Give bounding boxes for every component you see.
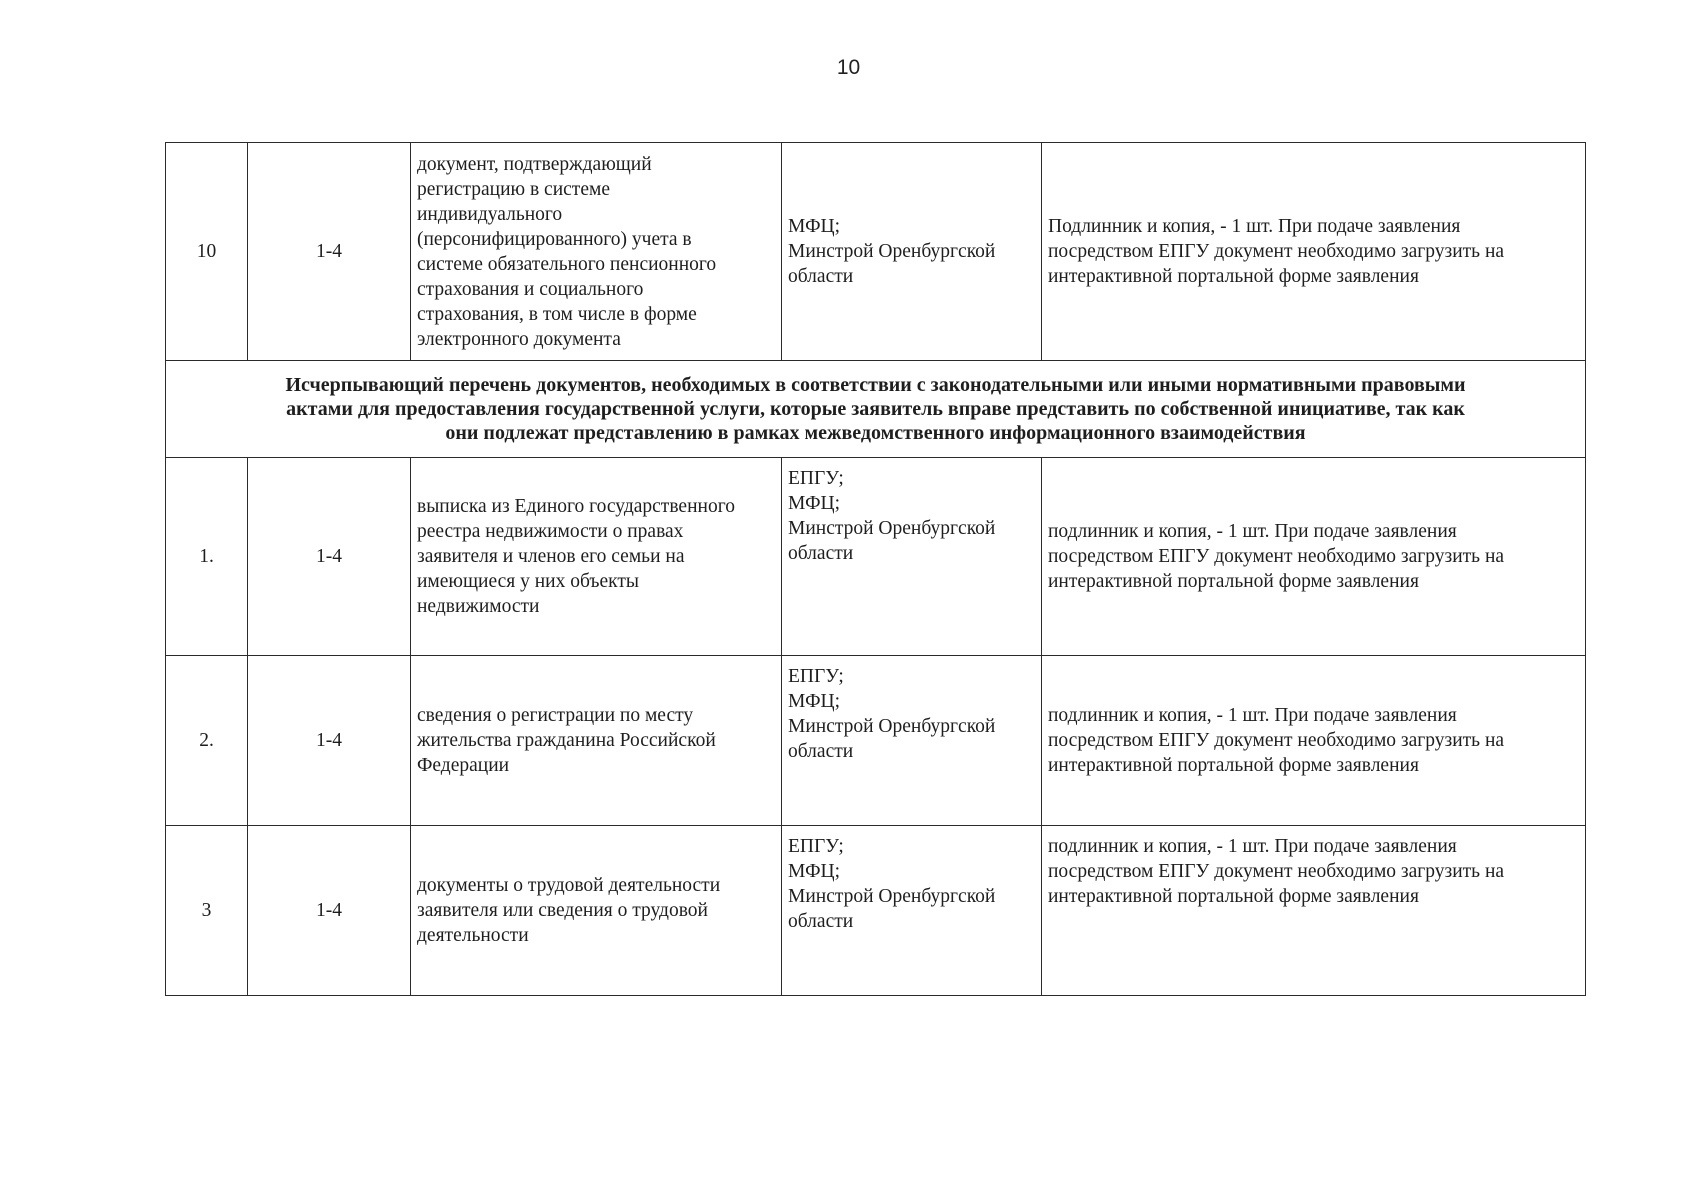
text-line: посредством ЕПГУ документ необходимо загрузить на bbox=[1048, 241, 1505, 262]
text-line: заявителя или сведения о трудовой bbox=[417, 900, 708, 921]
submission-note bbox=[1042, 143, 1586, 361]
text-line: посредством ЕПГУ документ необходимо загрузить на bbox=[1048, 861, 1505, 882]
text-line: области bbox=[788, 266, 854, 287]
text-line: Федерации bbox=[417, 755, 510, 776]
text-line: подлинник и копия, - 1 шт. При подаче заявления bbox=[1048, 705, 1457, 726]
text-line: Подлинник и копия, - 1 шт. При подаче заявления bbox=[1048, 216, 1461, 237]
text-line: ЕПГУ; bbox=[788, 468, 844, 489]
text-line: (персонифицированного) учета в bbox=[417, 228, 692, 250]
row-range: 1-4 bbox=[248, 656, 411, 826]
row-number: 2. bbox=[166, 656, 248, 826]
text-line: регистрацию в системе bbox=[417, 178, 610, 200]
text-line: документы о трудовой деятельности bbox=[417, 875, 721, 896]
text-line: области bbox=[788, 741, 854, 762]
text-line: имеющиеся у них объекты bbox=[417, 571, 639, 592]
text-line: МФЦ; bbox=[788, 216, 840, 237]
submission-note bbox=[1042, 656, 1586, 826]
table-row bbox=[166, 458, 1586, 656]
text-line: Минстрой Оренбургской bbox=[788, 518, 996, 539]
text-line: интерактивной портальной форме заявления bbox=[1048, 266, 1419, 287]
text-line: документ, подтверждающий bbox=[417, 153, 652, 175]
text-line: электронного документа bbox=[417, 328, 621, 350]
section-heading-row bbox=[166, 361, 1586, 458]
text-line: страхования и социального bbox=[417, 278, 644, 300]
page-number: 10 bbox=[836, 56, 861, 79]
section-heading bbox=[166, 361, 1586, 458]
text-line: посредством ЕПГУ документ необходимо загрузить на bbox=[1048, 546, 1505, 567]
row-range: 1-4 bbox=[248, 143, 411, 361]
row-number: 10 bbox=[166, 143, 248, 361]
text-line: подлинник и копия, - 1 шт. При подаче заявления bbox=[1048, 521, 1457, 542]
text-line: Минстрой Оренбургской bbox=[788, 886, 996, 907]
document-name bbox=[411, 143, 782, 361]
document-name bbox=[411, 826, 782, 996]
submission-note bbox=[1042, 826, 1586, 996]
text-line: МФЦ; bbox=[788, 493, 840, 514]
document-name bbox=[411, 458, 782, 656]
text-line: выписка из Единого государственного bbox=[417, 496, 735, 517]
row-number: 3 bbox=[166, 826, 248, 996]
text-line: индивидуального bbox=[417, 203, 563, 225]
text-line: Минстрой Оренбургской bbox=[788, 716, 996, 737]
text-line: интерактивной портальной форме заявления bbox=[1048, 571, 1419, 592]
text-line: МФЦ; bbox=[788, 691, 840, 712]
heading-line: актами для предоставления государственной услуги, которые заявитель вправе представить по собственной инициативе, так как bbox=[286, 398, 1465, 420]
documents-table bbox=[165, 142, 1586, 996]
text-line: системе обязательного пенсионного bbox=[417, 253, 717, 275]
row-range: 1-4 bbox=[248, 458, 411, 656]
text-line: страхования, в том числе в форме bbox=[417, 303, 697, 325]
text-line: деятельности bbox=[417, 925, 529, 946]
row-number: 1. bbox=[166, 458, 248, 656]
text-line: интерактивной портальной форме заявления bbox=[1048, 755, 1419, 776]
submission-note bbox=[1042, 458, 1586, 656]
heading-line: они подлежат представлению в рамках межведомственного информационного взаимодействия bbox=[445, 422, 1306, 444]
issuing-organization bbox=[782, 143, 1042, 361]
text-line: реестра недвижимости о правах bbox=[417, 521, 684, 542]
text-line: Минстрой Оренбургской bbox=[788, 241, 996, 262]
text-line: области bbox=[788, 543, 854, 564]
text-line: области bbox=[788, 911, 854, 932]
text-line: заявителя и членов его семьи на bbox=[417, 546, 685, 567]
text-line: МФЦ; bbox=[788, 861, 840, 882]
row-range: 1-4 bbox=[248, 826, 411, 996]
text-line: недвижимости bbox=[417, 596, 540, 617]
text-line: интерактивной портальной форме заявления bbox=[1048, 886, 1419, 907]
text-line: посредством ЕПГУ документ необходимо загрузить на bbox=[1048, 730, 1505, 751]
issuing-organization bbox=[782, 656, 1042, 826]
text-line: ЕПГУ; bbox=[788, 836, 844, 857]
text-line: сведения о регистрации по месту bbox=[417, 705, 694, 726]
issuing-organization bbox=[782, 826, 1042, 996]
issuing-organization bbox=[782, 458, 1042, 656]
document-name bbox=[411, 656, 782, 826]
table-row bbox=[166, 826, 1586, 996]
heading-line: Исчерпывающий перечень документов, необходимых в соответствии с законодательными или иными нормативными правовыми bbox=[285, 374, 1466, 396]
table-row bbox=[166, 656, 1586, 826]
text-line: ЕПГУ; bbox=[788, 666, 844, 687]
text-line: подлинник и копия, - 1 шт. При подаче заявления bbox=[1048, 836, 1457, 857]
text-line: жительства гражданина Российской bbox=[417, 730, 716, 751]
table-row bbox=[166, 143, 1586, 361]
